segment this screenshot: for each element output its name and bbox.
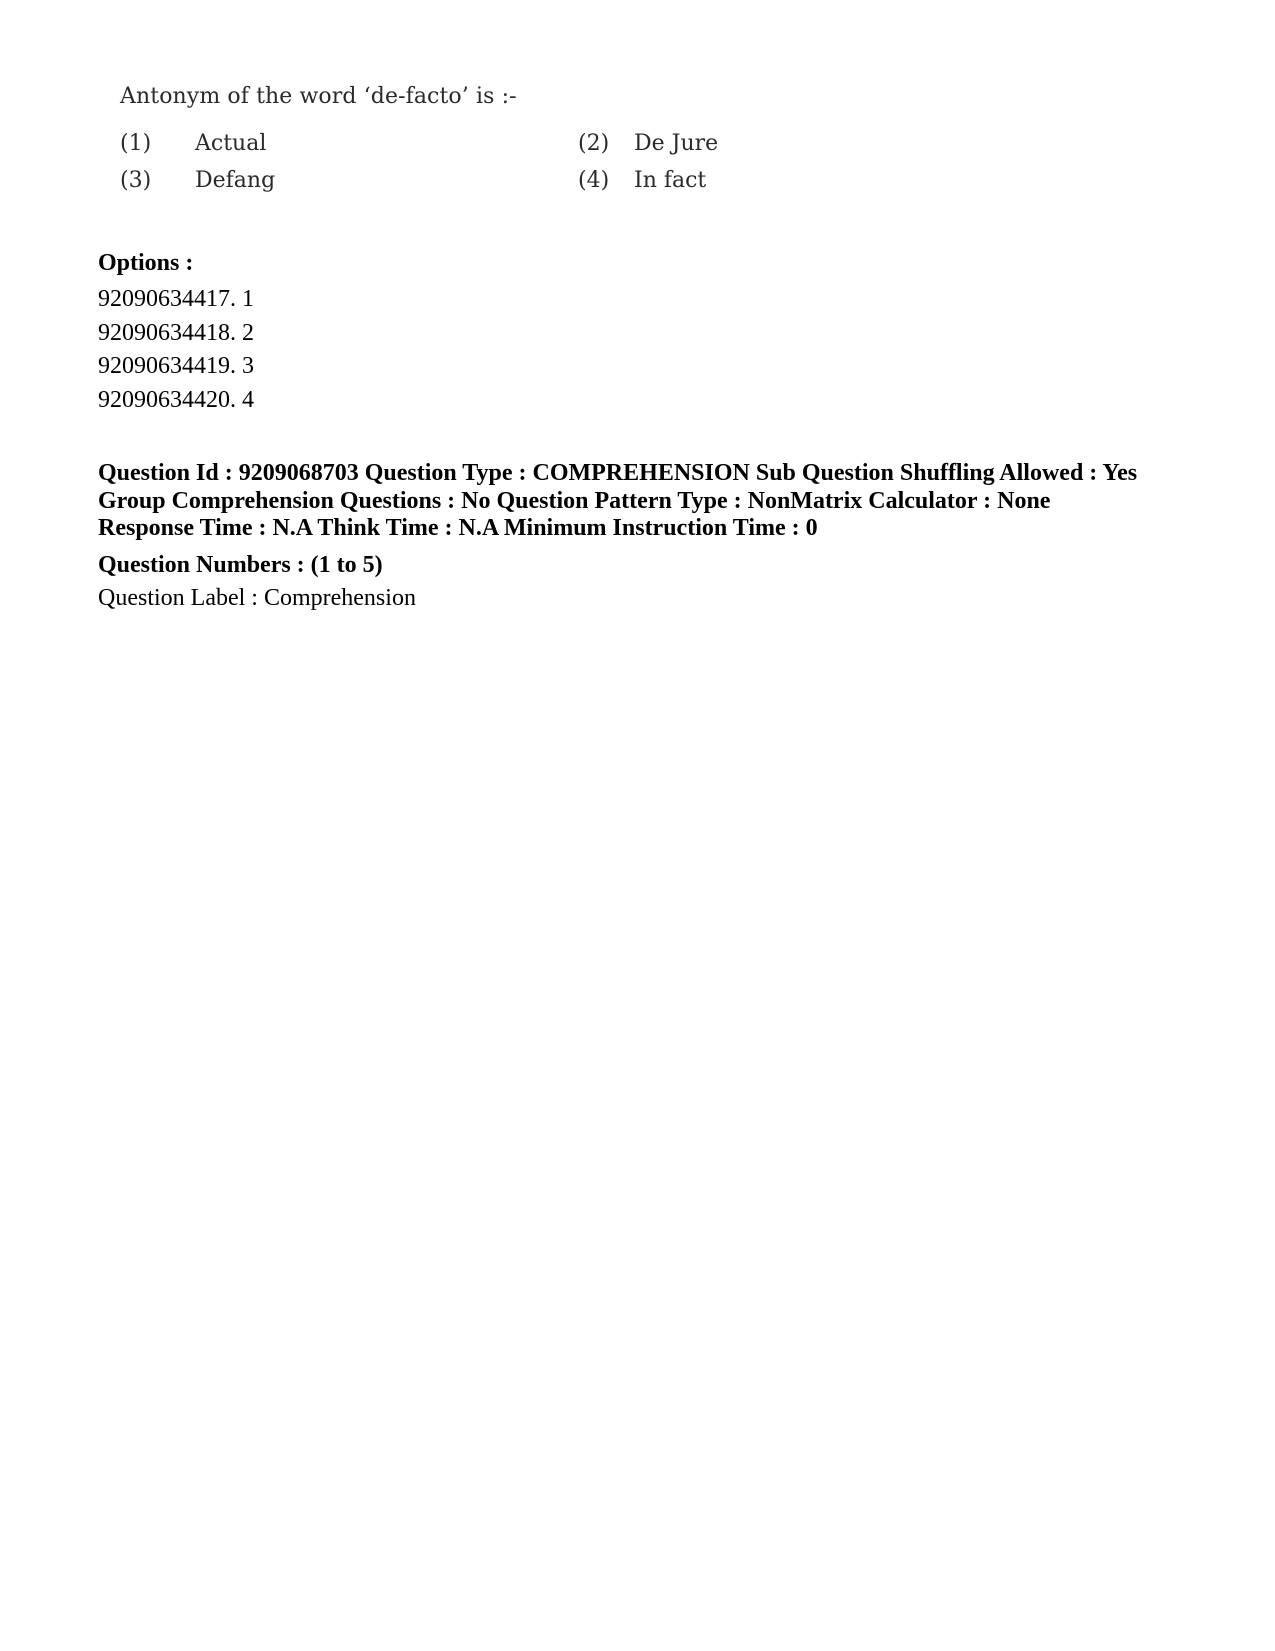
choice-1 bbox=[120, 131, 267, 156]
choice-4-text: In fact bbox=[634, 168, 707, 193]
choice-3-number: (3) bbox=[120, 168, 152, 193]
metadata-line-1: Question Id : 9209068703 Question Type : COMPREHENSION Sub Question Shuffling Allowed : Yes bbox=[98, 460, 1138, 486]
question-image bbox=[108, 78, 808, 208]
question-label: Question Label : Comprehension bbox=[98, 585, 416, 611]
choice-2-text: De Jure bbox=[634, 131, 719, 156]
choice-4 bbox=[578, 168, 707, 193]
options-heading: Options : bbox=[98, 250, 194, 276]
option-item: 92090634418. 2 bbox=[98, 319, 254, 346]
question-metadata bbox=[98, 460, 1178, 543]
options-list bbox=[98, 283, 254, 417]
question-numbers: Question Numbers : (1 to 5) bbox=[98, 552, 383, 578]
metadata-line-2: Group Comprehension Questions : No Question Pattern Type : NonMatrix Calculator : None bbox=[98, 487, 1051, 514]
question-stem: Antonym of the word ‘de-facto’ is :- bbox=[120, 84, 517, 109]
choice-4-number: (4) bbox=[578, 168, 610, 193]
option-item: 92090634417. 1 bbox=[98, 286, 254, 312]
choice-1-text: Actual bbox=[195, 131, 267, 156]
metadata-line-3: Response Time : N.A Think Time : N.A Minimum Instruction Time : 0 bbox=[98, 515, 818, 541]
choice-2 bbox=[578, 131, 719, 156]
choice-2-number: (2) bbox=[578, 131, 610, 156]
choice-3-text: Defang bbox=[195, 168, 276, 193]
choice-1-number: (1) bbox=[120, 131, 152, 156]
option-item: 92090634419. 3 bbox=[98, 353, 254, 379]
choice-3 bbox=[120, 168, 276, 193]
option-item: 92090634420. 4 bbox=[98, 386, 254, 413]
